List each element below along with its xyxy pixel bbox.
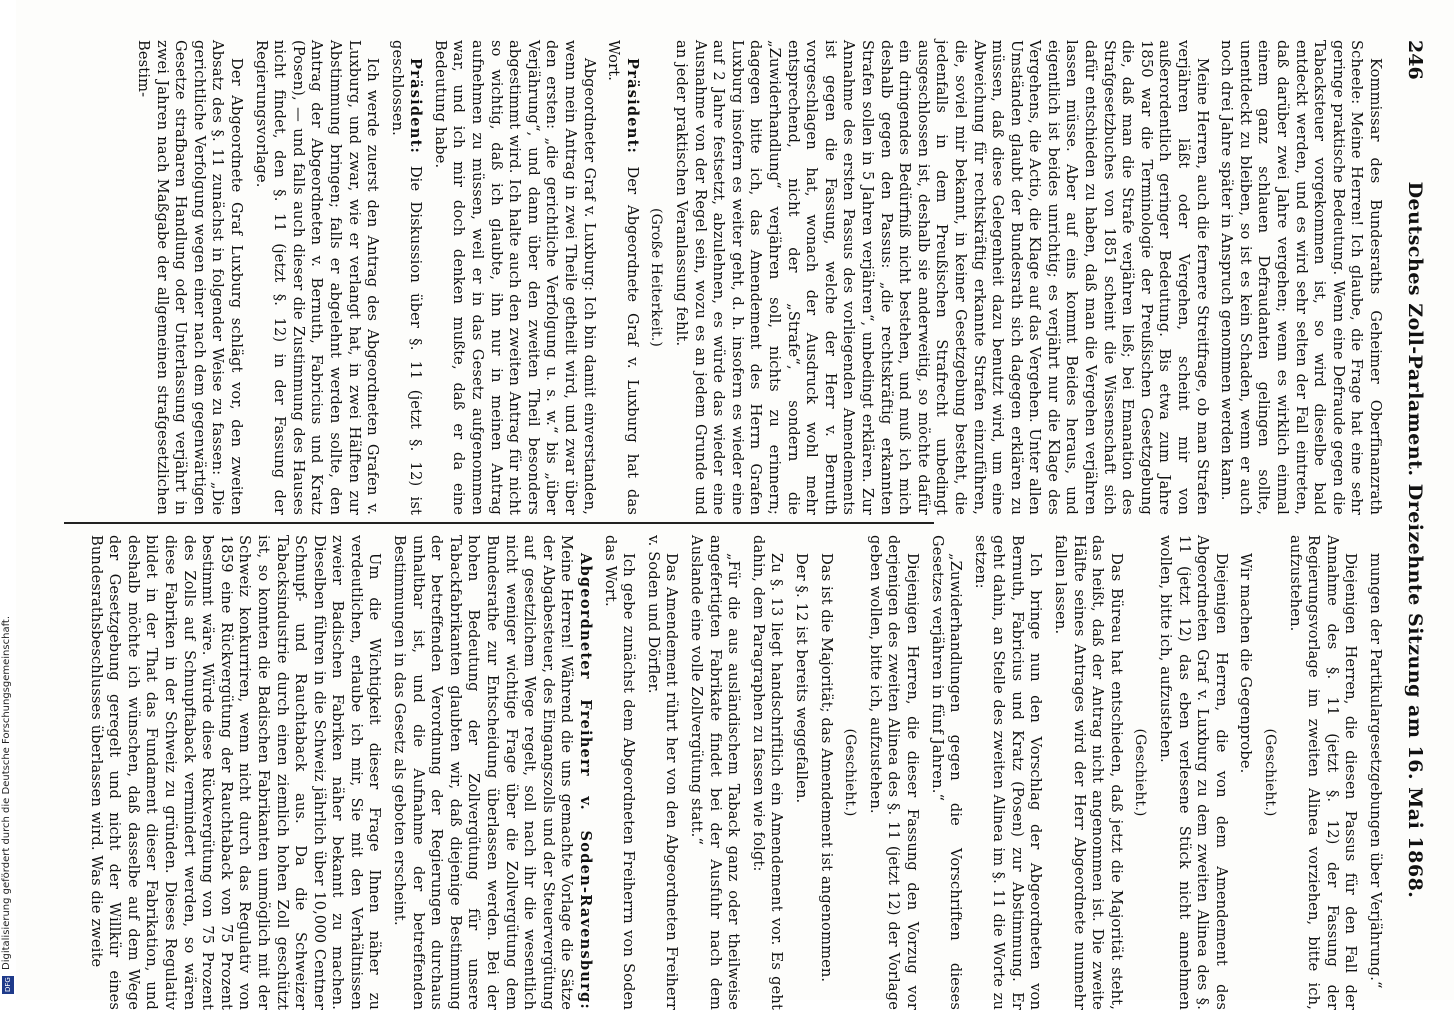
paragraph <box>748 535 785 1010</box>
paragraph <box>251 40 381 515</box>
paragraph-text: (Geschieht.) <box>1132 728 1149 817</box>
paragraph-text: (Große Heiterkeit.) <box>648 207 665 348</box>
paragraph <box>791 535 810 1010</box>
paragraph <box>1155 535 1229 1010</box>
paragraph <box>430 40 597 515</box>
speaker-name: Abgeordneter Freiherr v. Soden-Ravensburg: <box>577 553 595 1010</box>
right-column <box>54 535 1384 1010</box>
paragraph <box>841 535 860 1010</box>
paragraph-text: Zu §. 13 liegt handschriftlich ein Amendement vor. Es geht dahin, dem Paragraphen zu fassen wie folgt: <box>749 535 786 1010</box>
paragraph-text: Diejenigen Herren, die dieser Fassung den Vorzug vor derjenigen des zweiten Alinea des §. 11 (jetzt 12) der Vorlage geben wollen, bitte ich, aufzustehen. <box>866 535 921 1010</box>
page-title: Deutsches Zoll-Parlament. Dreizehnte Sitzung am 16. Mai 1868. <box>1404 181 1426 899</box>
page-number: 246 <box>1404 40 1426 80</box>
paragraph-text: „Für die aus ausländischem Taback ganz oder theilweise angefertigten Fabrikate findet bei der Ausfuhr nach dem Auslande eine volle Zollvergütung statt.“ <box>688 535 743 1010</box>
paragraph-text: Ich werde zuerst den Antrag des Abgeordneten Grafen v. Luxburg, und zwar, wie er verlangt hat, in zwei Hälften zur Abstimmung bringen; falls er abgelehnt werden sollte, den Antrag der Abgeordneten v. Bernuth, Fabricius und Kratz (Posen), — und falls auch dieser die Zustimmung des Hauses nicht findet, den §. 11 (jetzt §. 12) in der Fassung der Regierungsvorlage. <box>252 40 382 515</box>
paragraph <box>1217 40 1384 515</box>
left-column <box>54 40 1384 515</box>
paragraph-text: Diejenigen Herren, die von dem Amendement des Abgeordneten Graf v. Luxburg zu dem zweiten Alinea des §. 11 (jetzt 12) das eben verlesene Stück nicht annehmen wollen, bitte ich, aufzustehen. <box>1157 535 1230 1010</box>
digitization-sidebar <box>0 0 16 1000</box>
paragraph-text: Meine Herren, auch die fernere Streitfrage, ob man Strafen verjähren läßt oder Vergehen, scheint mir von außerordentlich geringer Bedeutung. Bis etwa zum Jahre 1850 war die Terminologie der Preußischen Gesetzgebung die, daß man die Strafe verjähren ließ; bei Emanation des Strafgesetzbuches von 1851 scheint die Wissenschaft sich dafür entschieden zu haben, daß man die Vergehen verjähren lassen müsse. Aber auf eins kommt Beides heraus, und eigentlich ist beides unrichtig; es verjährt nur die Klage des Vergehens, die Actio, die Klage auf das Vergehen. Unter allen Umständen glaubt der Bundesrath sich dagegen erklären zu müssen, daß diese Gelegenheit dazu benutzt wird, um eine Abweichung für rechtskräftig erkannte Strafen einzuführen, die, soviel mir bekannt, in keiner Gesetzgebung besteht, die jedenfalls in dem Preußischen Strafrecht unbedingt ausgeschlossen ist, deshalb sie anderweitig, so möchte dafür ein dringendes Bedürfniß nicht bestehen, und muß ich mich deshalb gegen den Passus: „die rechtskräftig erkannten Strafen sollen in 5 Jahren verjähren“, unbedingt erklären. Zur Annahme des ersten Passus des vorliegenden Amendements ist gegen die Fassung, welche der Herr v. Bernuth vorgeschlagen hat, wonach der Ausdruck wohl mehr entsprechend, nicht der „Strafe“, sondern die „Zuwiderhandlung“ verjähren soll, nichts zu erinnern; dagegen bitte ich, das Amendement des Herrn Grafen Luxburg insofern es weiter geht, d. h. insofern es wieder eine auf 2 Jahre festsetzt, abzulehnen, es würde das wieder eine Ausnahme von der Regel sein, wozu es an jedem Grunde und an jeder praktischen Veranlassung fehlt. <box>673 40 1211 515</box>
paragraph-text: mungen der Partikulargesetzgebungen über Verjährung.“ <box>1367 553 1384 989</box>
paragraph <box>387 40 424 515</box>
paragraph-text: Der Abgeordnete Graf Luxburg schlägt vor, den zweiten Absatz des §. 11 zunächst in folgender Weise zu fassen: „Die gerichtliche Verfolgung wegen einer nach dem gegenwärtigen Gesetze strafbaren Handlung oder Unterlassung verjährt in zwei Jahren nach Maßgabe der allgemeinen strafgesetzlichen Bestim- <box>135 40 245 515</box>
paragraph-text: (Geschieht.) <box>1262 728 1279 817</box>
paragraph <box>1285 535 1359 1010</box>
paragraph <box>86 535 384 1010</box>
paragraph-text: Die Diskussion über §. 11 (jetzt §. 12) ist geschlossen. <box>388 40 425 515</box>
paragraph-text: Der Abgeordnete Graf v. Luxburg hat das Wort. <box>605 40 641 515</box>
paragraph-text: Um die Wichtigkeit dieser Frage Ihnen näher zu verdeutlichen, erlaube ich mir, Sie mit den Verhältnissen zweier Badischen Fabriken näher bekannt zu machen. Dieselben führen in die Schweiz jährlich über 10,000 Centner Schnupf- und Rauchtaback aus. Da die Schweizer Tabacksindustrie durch einen ziemlich hohen Zoll geschützt ist, so konnten die Badischen Fabrikanten unmöglich mit der Schweiz konkurriren, wenn nicht durch das Regulativ von 1859 eine Rückvergütung der Rauchtaback von 75 Prozent bestimmt wäre. Würde diese Rückvergütung von 75 Prozent des Zolls auf Schnupftaback vermindert werden, so wären diese Fabriken in der Schweiz zu gründen. Dieses Regulativ bildet in der That das Fundament dieser Fabrikation, und deshalb möchte ich wünschen, daß dasselbe auf dem Wege der Gesetzgebung geregelt und nicht der Willkür eines Bundesrathsbeschlusses überlassen wird. Was die zweite <box>87 535 384 1010</box>
paragraph <box>1131 535 1150 1010</box>
paragraph <box>1365 535 1384 1010</box>
paragraph <box>647 40 666 515</box>
paragraph <box>927 535 964 1010</box>
paragraph-text: „Zuwiderhandlungen gegen die Vorschriften dieses Gesetzes verjähren in fünf Jahren.“ <box>928 535 965 1010</box>
paragraph-text: Wir machen die Gegenprobe. <box>1237 553 1255 774</box>
paragraph <box>1051 535 1125 1010</box>
paragraph <box>865 535 921 1010</box>
paragraph <box>1260 535 1279 1010</box>
page-header <box>1398 40 1432 970</box>
paragraph-text: (Geschieht.) <box>842 728 859 817</box>
paragraph-text: Kommissar des Bundesraths Geheimer Oberfinanzrath Scheele: Meine Herren! Ich glaube, die Frage hat eine sehr geringe praktische Bedeutung. Wenn eine Defraude gegen die Tabacksteuer vorgekommen ist, so wird dieselbe bald entdeckt werden, und es wird sehr selten der Fall eintreten, daß darüber zwei Jahre vergehen; wenn es wirklich einmal einem ganz schlauen Defraudanten gelingen sollte, unentdeckt zu bleiben, so ist es kein Schaden, wenn er auch noch drei Jahre später in Anspruch genommen werden kann. <box>1218 40 1384 515</box>
paragraph-text: Abgeordneter Graf v. Luxburg: Ich bin damit einverstanden, wenn mein Antrag in zwei Theile getheilt wird, und zwar über den ersten: „die gerichtliche Verfolgung u. s. w.“ bis „über Verjährung“, und dann über den zweiten Theil besonders abgestimmt wird. Ich halte auch den zweiten Antrag für nicht so wichtig, daß ich glaubte, ihn nur in meinen Antrag aufnehmen zu müssen, weil er in das Gesetz aufgenommen war, und ich mir doch denken mußte, daß er da eine Bedeutung habe. <box>431 40 598 515</box>
paragraph-text: Das Amendement rührt her von den Abgeordneten Freiherr v. Soden und Dörfler. <box>644 535 681 1010</box>
paragraph <box>643 535 680 1010</box>
column-divider <box>64 522 934 524</box>
paragraph <box>816 535 835 1010</box>
paragraph-text: Ich bringe nun den Vorschlag der Abgeordneten von Bernuth, Fabricius und Kratz (Posen) zur Abstimmung. Er geht dahin, an Stelle des zweiten Alinea im §. 11 die Worte zu setzen: <box>971 535 1045 1010</box>
paragraph-text: Diejenigen Herren, die diesen Passus für den Fall der Annahme des §. 11 (jetzt §. 12) der Fassung der Regierungsvorlage im zweiten Alinea vorziehen, bitte ich, aufzustehen. <box>1286 535 1360 1010</box>
paragraph <box>1236 535 1255 1010</box>
paragraph <box>604 40 641 515</box>
paragraph-text: Das Büreau hat entschieden, daß jetzt die Majorität steht, das heißt, daß der Antrag nicht angenommen ist. Die zweite Hälfte seines Antrages wird der Herr Abgeordnete nunmehr fallen lassen. <box>1052 535 1125 1010</box>
paragraph-text: Ich gebe zunächst dem Abgeordneten Freiherrn von Soden das Wort. <box>601 535 638 1010</box>
paragraph <box>600 535 637 1010</box>
speaker-name: Präsident: <box>623 58 641 167</box>
speaker-name: Präsident: <box>407 58 425 166</box>
paragraph-text: Meine Herren! Während die uns gemachte Vorlage die Sätze der Abgabesteuer, des Eingangszolls und der Steuervergütung auf gesetzlichem Wege regelt, soll nach ihr die wesentlich nicht weniger wichtige Frage über die Zollvergütung dem Bundesrathe zur Entscheidung überlassen werden. Bei der hohen Bedeutung der Zollvergütung für unsere Tabackfabrikanten glaubten wir, daß diejenige Bestimmung der betreffenden Verordnung der Regierungen durchaus unhaltbar ist, und die Aufnahme der betreffenden Bestimmungen in das Gesetz als geboten erscheint. <box>391 535 576 1010</box>
paragraph-text: Das ist die Majorität; das Amendement ist angenommen. <box>817 553 835 983</box>
paragraph <box>686 535 742 1010</box>
paragraph <box>390 535 595 1010</box>
paragraph <box>671 40 1210 515</box>
paragraph-text: Der §. 12 ist bereits weggefallen. <box>792 553 810 804</box>
paragraph <box>970 535 1044 1010</box>
paragraph <box>133 40 245 515</box>
dfg-logo: DFG <box>4 977 12 993</box>
digitization-credit: Digitalisierung gefördert durch die Deutsche Forschungsgemeinschaft. <box>1 615 12 970</box>
